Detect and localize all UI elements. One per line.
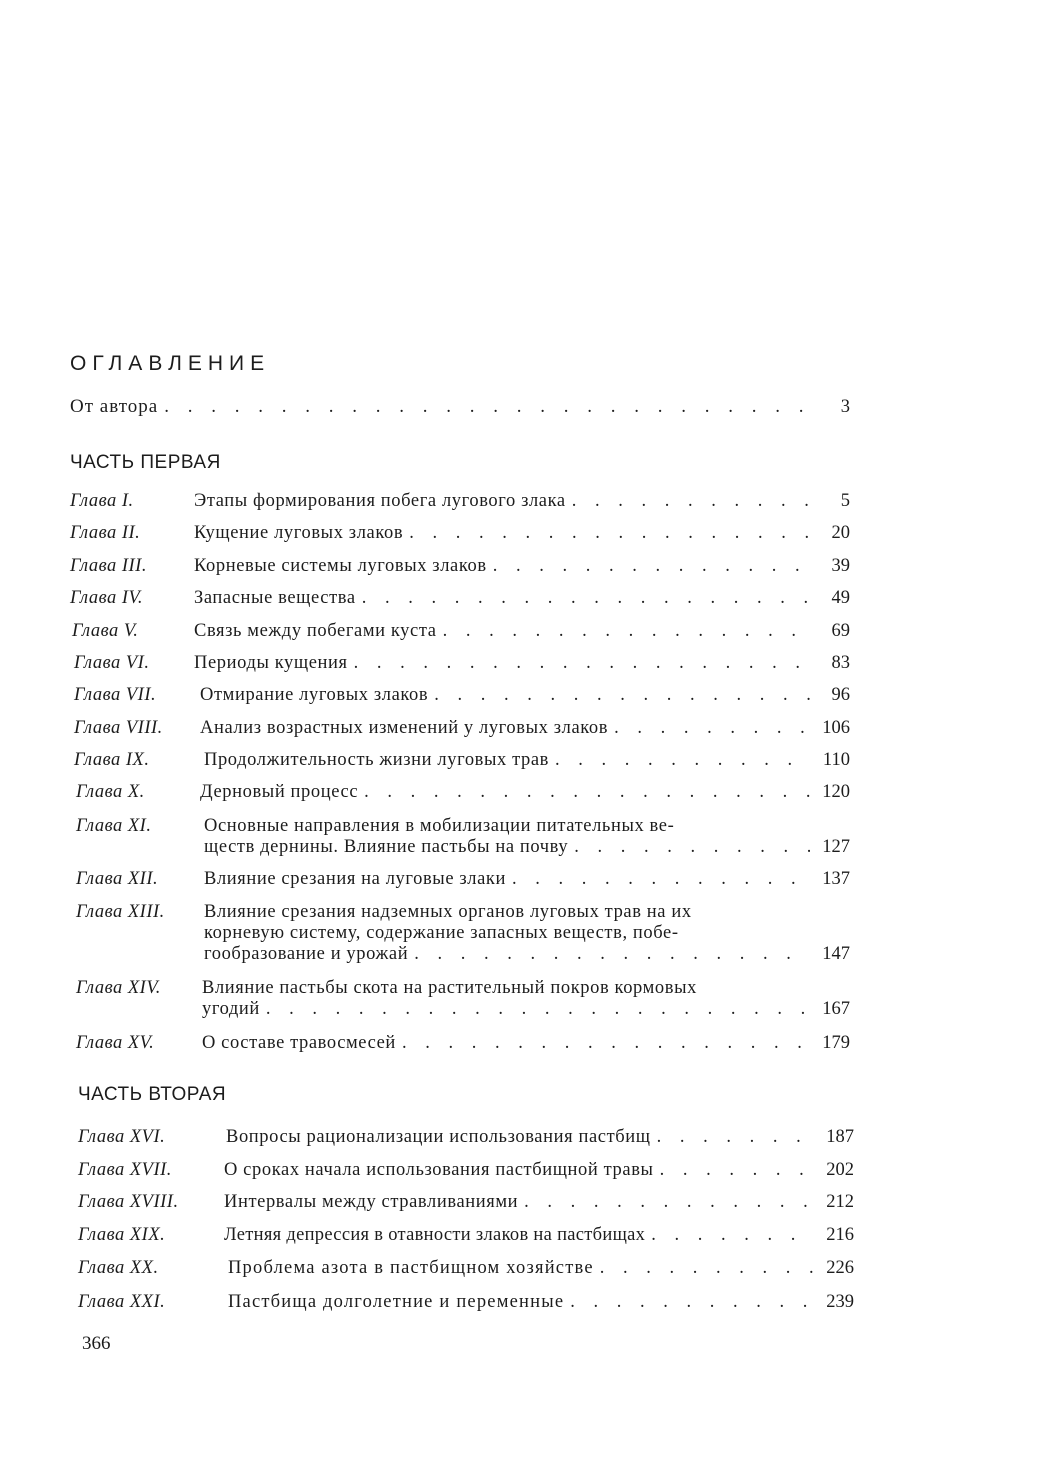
- page-number: 137: [822, 869, 850, 889]
- chapter-label: Глава XV.: [76, 1033, 155, 1053]
- toc-entry: [76, 978, 850, 1020]
- chapter-label: Глава V.: [72, 621, 139, 641]
- page-number: 127: [822, 837, 850, 857]
- toc-entry: [70, 588, 850, 609]
- chapter-label: Глава II.: [70, 523, 141, 543]
- toc-entry: [78, 1192, 854, 1213]
- page-number: 212: [826, 1192, 854, 1212]
- chapter-label: Глава XIX.: [78, 1225, 166, 1245]
- toc-entry: [76, 1033, 850, 1054]
- chapter-label: Глава IX.: [74, 750, 150, 770]
- chapter-title: Продолжительность жизни луговых трав: [204, 750, 550, 770]
- chapter-label: Глава IV.: [70, 588, 144, 608]
- toc-entry: [76, 816, 850, 858]
- page-number: 5: [840, 491, 850, 511]
- toc-entry: [78, 1225, 854, 1246]
- chapter-title: Проблема азота в пастбищном хозяйстве: [228, 1258, 594, 1278]
- page-number: 147: [822, 944, 850, 964]
- chapter-label: Глава XVII.: [78, 1160, 172, 1180]
- chapter-title: ществ дернины. Влияние пастьбы на почву: [204, 837, 569, 857]
- chapter-title: Летняя депрессия в отавности злаков на пастбищах: [224, 1225, 646, 1245]
- page-number: 69: [831, 621, 850, 641]
- page-number: 167: [822, 999, 850, 1019]
- chapter-label: Глава I.: [70, 491, 134, 511]
- chapter-title: угодий: [202, 999, 260, 1019]
- chapter-title: Анализ возрастных изменений у луговых злаков: [200, 718, 609, 738]
- page-number: 239: [826, 1292, 854, 1312]
- page-number: 96: [831, 685, 850, 705]
- toc-entry: [78, 1160, 854, 1181]
- chapter-title: Отмирание луговых злаков: [200, 685, 429, 705]
- toc-entry: [70, 556, 850, 577]
- toc-entry: [70, 491, 850, 512]
- toc-entry: [78, 1292, 854, 1313]
- part-two-title: ЧАСТЬ ВТОРАЯ: [78, 1084, 227, 1105]
- page-folio-number: 366: [82, 1333, 111, 1354]
- chapter-label: Глава XX.: [78, 1258, 159, 1278]
- chapter-title: Корневые системы луговых злаков: [194, 556, 487, 576]
- page-number: 83: [831, 653, 850, 673]
- toc-entry: [70, 523, 850, 544]
- chapter-label: Глава XIV.: [76, 978, 161, 998]
- chapter-title: Вопросы рационализации использования пастбищ: [226, 1127, 651, 1147]
- toc-entry: [78, 1258, 854, 1279]
- chapter-title: Периоды кущения: [194, 653, 348, 673]
- toc-entry: [74, 750, 850, 771]
- chapter-title: О составе травосмесей: [202, 1033, 396, 1053]
- page-number: 179: [822, 1033, 850, 1053]
- page-number: 3: [840, 397, 850, 417]
- page-number: 226: [826, 1258, 854, 1278]
- chapter-title: Влияние пастьбы скота на растительный покров кормовых: [202, 978, 697, 998]
- chapter-title: Интервалы между стравливаниями: [224, 1192, 519, 1212]
- chapter-title: Влияние срезания на луговые злаки: [204, 869, 507, 889]
- chapter-title: Связь между побегами куста: [194, 621, 437, 641]
- chapter-title: Кущение луговых злаков: [194, 523, 404, 543]
- chapter-title: Дерновый процесс: [200, 782, 359, 802]
- toc-title: ОГЛАВЛЕНИЕ: [70, 352, 271, 375]
- toc-entry: [72, 621, 850, 642]
- page-number: 202: [826, 1160, 854, 1180]
- toc-entry: [78, 1127, 854, 1148]
- part-one-title: ЧАСТЬ ПЕРВАЯ: [70, 452, 221, 473]
- chapter-title: корневую систему, содержание запасных веществ, побе-: [204, 923, 679, 943]
- chapter-label: Глава VI.: [74, 653, 150, 673]
- toc-entry-foreword: [70, 396, 850, 418]
- page-number: 120: [822, 782, 850, 802]
- chapter-label: Глава X.: [76, 782, 145, 802]
- toc-entry: [74, 718, 850, 739]
- page-number: 110: [822, 750, 850, 770]
- chapter-label: Глава XIII.: [76, 902, 165, 922]
- chapter-label: Глава XI.: [76, 816, 152, 836]
- chapter-title: Влияние срезания надземных органов луговых трав на их: [204, 902, 692, 922]
- chapter-label: Глава XXI.: [78, 1292, 166, 1312]
- chapter-title: Этапы формирования побега лугового злака: [194, 491, 566, 511]
- chapter-title: гообразование и урожай: [204, 944, 409, 964]
- page-number: 187: [826, 1127, 854, 1147]
- foreword-title: От автора: [70, 396, 159, 417]
- chapter-title: Пастбища долголетние и переменные: [228, 1292, 565, 1312]
- toc-entry: [76, 869, 850, 890]
- toc-entry: [74, 685, 850, 706]
- chapter-label: Глава XII.: [76, 869, 159, 889]
- chapter-title: Основные направления в мобилизации питательных ве-: [204, 816, 675, 836]
- leader-dots: [164, 396, 810, 418]
- chapter-label: Глава XVIII.: [78, 1192, 179, 1212]
- page-number: 49: [831, 588, 850, 608]
- chapter-label: Глава VIII.: [74, 718, 163, 738]
- toc-entry: [74, 653, 850, 674]
- chapter-title: О сроках начала использования пастбищной травы: [224, 1160, 654, 1180]
- page-number: 20: [831, 523, 850, 543]
- chapter-label: Глава III.: [70, 556, 147, 576]
- chapter-label: Глава XVI.: [78, 1127, 166, 1147]
- chapter-title: Запасные вещества: [194, 588, 356, 608]
- chapter-label: Глава VII.: [74, 685, 157, 705]
- page-number: 106: [822, 718, 850, 738]
- toc-entry: [76, 782, 850, 803]
- toc-entry: [76, 902, 850, 965]
- page-number: 39: [831, 556, 850, 576]
- page-number: 216: [826, 1225, 854, 1245]
